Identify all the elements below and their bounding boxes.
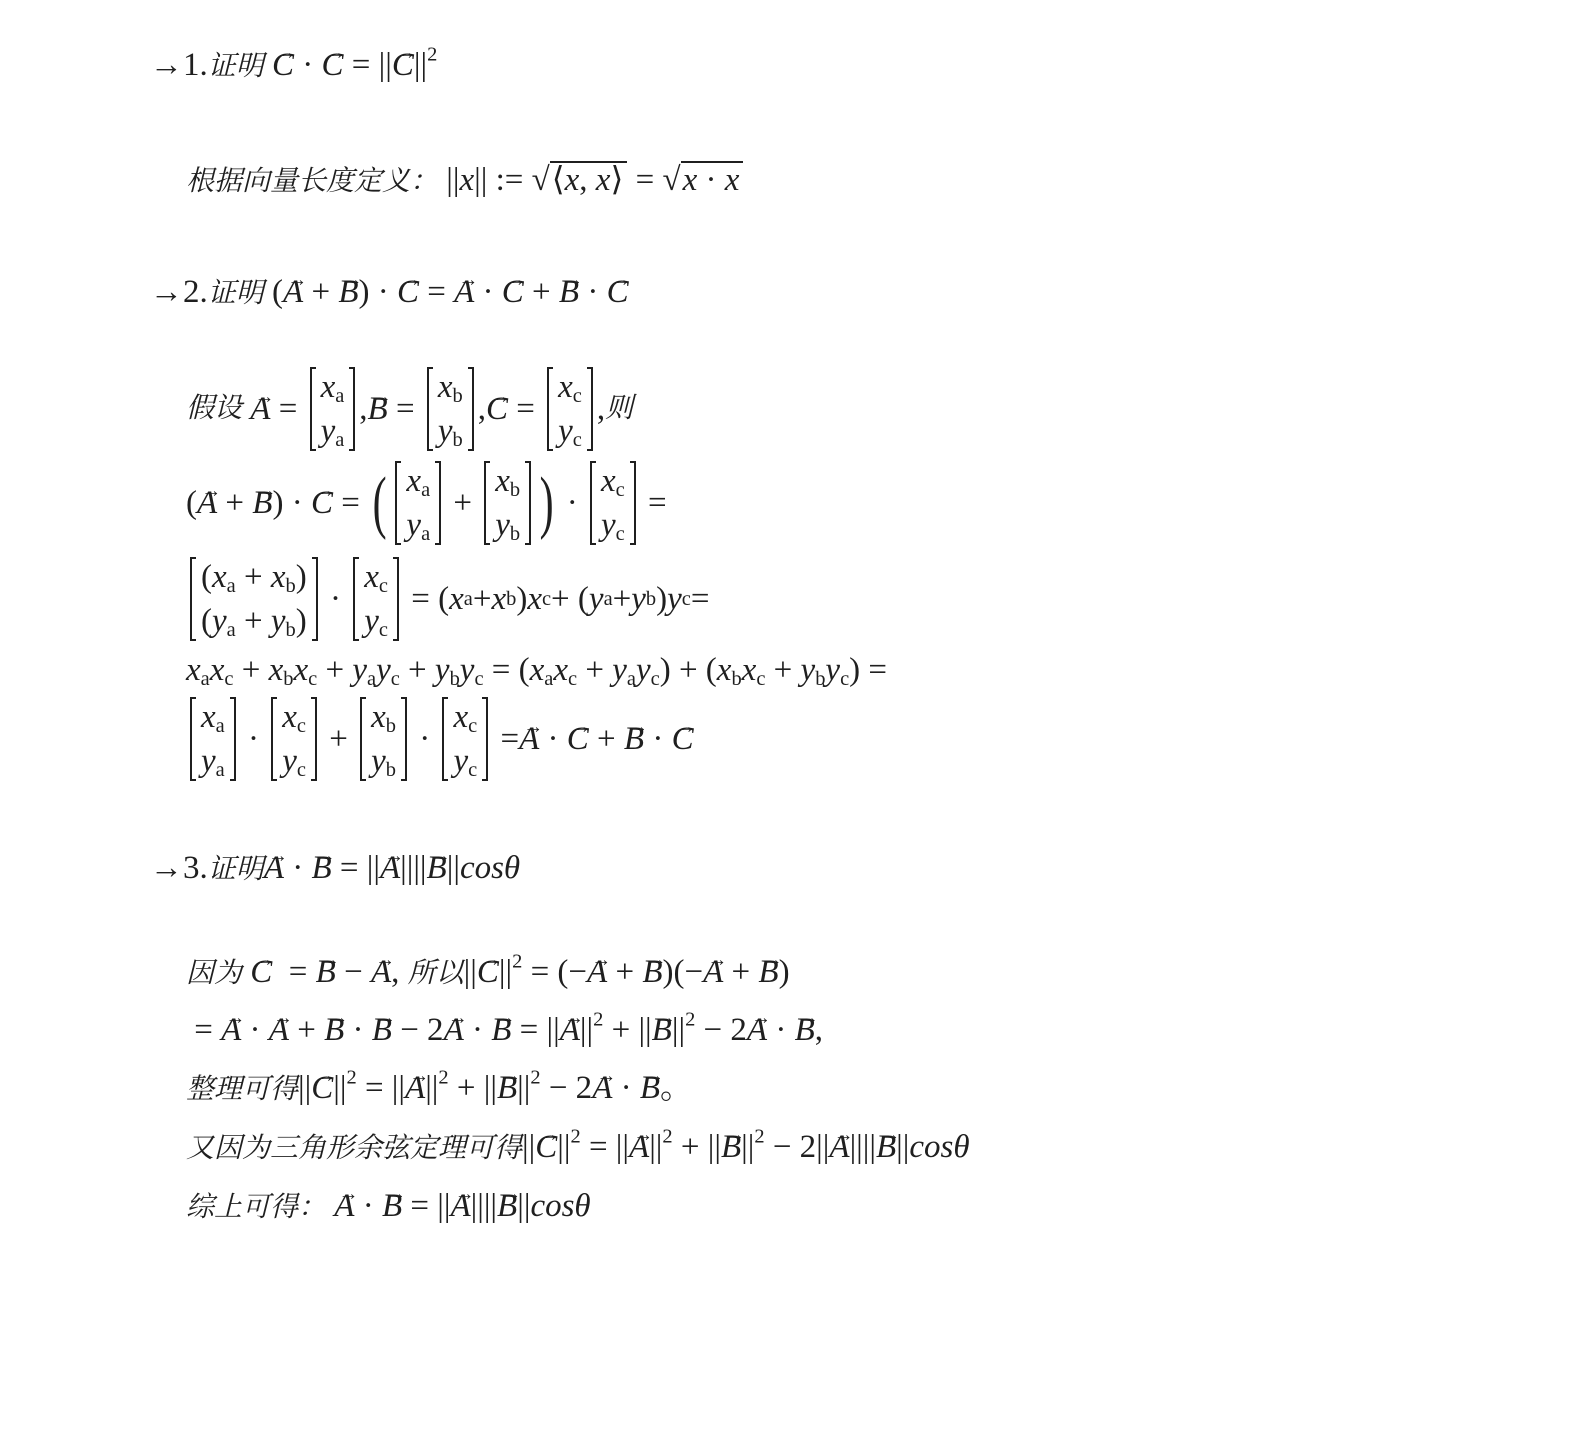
proof-line-3: 整理可得||→ $C||^2$ = ||→ $A||^2$ + ||→ $B||^2 - 2\to A$ · → B。	[186, 1068, 693, 1110]
vector-a: $x_a$ $y_a$	[310, 367, 356, 451]
derivation-step-2: $(x_a + x_b)$ $(y_a + y_b)$ · $x_c$ $y_c$ = ( x a + x b ) x c + ( y a + y b ) y c =	[186, 556, 710, 642]
so-label: 所以	[407, 958, 464, 989]
proof-conclusion: 综上可得： → A · → B = ||→ A||||→ B||cosθ	[186, 1186, 591, 1228]
formula: → A · → B = ||→ A||||→ B||cosθ	[264, 850, 520, 886]
item-label: 证明	[207, 278, 264, 309]
vector-b: $x_b$ $y_b$	[427, 367, 474, 451]
definition-label: 根据向量长度定义：	[186, 166, 439, 197]
conclusion-label: 综上可得：	[186, 1192, 327, 1223]
item-1-title	[150, 45, 437, 87]
rearrange-label: 整理可得	[186, 1074, 299, 1105]
derivation-step-4: $x_a$ $y_a$ · $x_c$ $y_c$ + $x_b$ $y_b$ · $x_c$ $y_c$ = → A · → C + → B · → C	[186, 696, 694, 782]
arrow-marker: →	[150, 274, 183, 310]
then-label: 则	[605, 393, 634, 424]
assume-label: 假设	[186, 393, 243, 424]
item-3-title	[150, 848, 520, 890]
proof-line-2: = → A · → A + → B · → B − 2→ A · → B = ||→ $A||^2$ + ||→ $B||^2 - 2\to A$ · → B,	[186, 1010, 823, 1050]
proof-line-1: 因为 → C = → B − → A, 所以||→ $C||^2$ = (−→ A + → B)(−→ A + → B)	[186, 952, 790, 994]
arrow-marker: →	[150, 850, 183, 886]
cosine-law-label: 又因为三角形余弦定理可得	[186, 1133, 523, 1164]
item-number: 3.	[183, 850, 208, 886]
proof-line-4: 又因为三角形余弦定理可得||→ $C||^2$ = ||→ $A||^2$ + ||→ $B||^2 - 2||\to A||||\to B||\cos\theta$	[186, 1127, 970, 1169]
arrow-marker: →	[150, 47, 183, 83]
because-label: 因为	[186, 958, 243, 989]
item-label: 证明	[207, 854, 264, 885]
vector-c: $x_c$ $y_c$	[547, 367, 593, 451]
derivation-step-1: ( → A + → B ) · → C = ( $x_a$ $y_a$ + $x_b$ $y_b$ ) · $x_c$ $y_c$ =	[186, 460, 667, 546]
derivation-step-3: $x_ax_c + x_bx_c + y_ay_c + y_by_c = (x_ax_c + y_ay_c) + (x_bx_c + y_by_c)$ =	[186, 652, 887, 691]
formula: ||x|| := √⟨x, x⟩ = √x · x	[446, 162, 743, 198]
formula: → C · → C = ||→ $C||^2$	[272, 47, 437, 83]
length-definition	[186, 160, 743, 202]
item-2-title	[150, 272, 629, 314]
item-number: 1.	[183, 47, 208, 83]
formula: (→ A + → B) · → C = → A · → C + → B · → C	[272, 274, 629, 310]
assumption-line: 假设 → A = $x_a$ $y_a$ , → B = $x_b$ $y_b$ , → C = $x_c$ $y_c$ , 则	[186, 366, 633, 452]
item-label: 证明	[207, 51, 264, 82]
item-number: 2.	[183, 274, 208, 310]
